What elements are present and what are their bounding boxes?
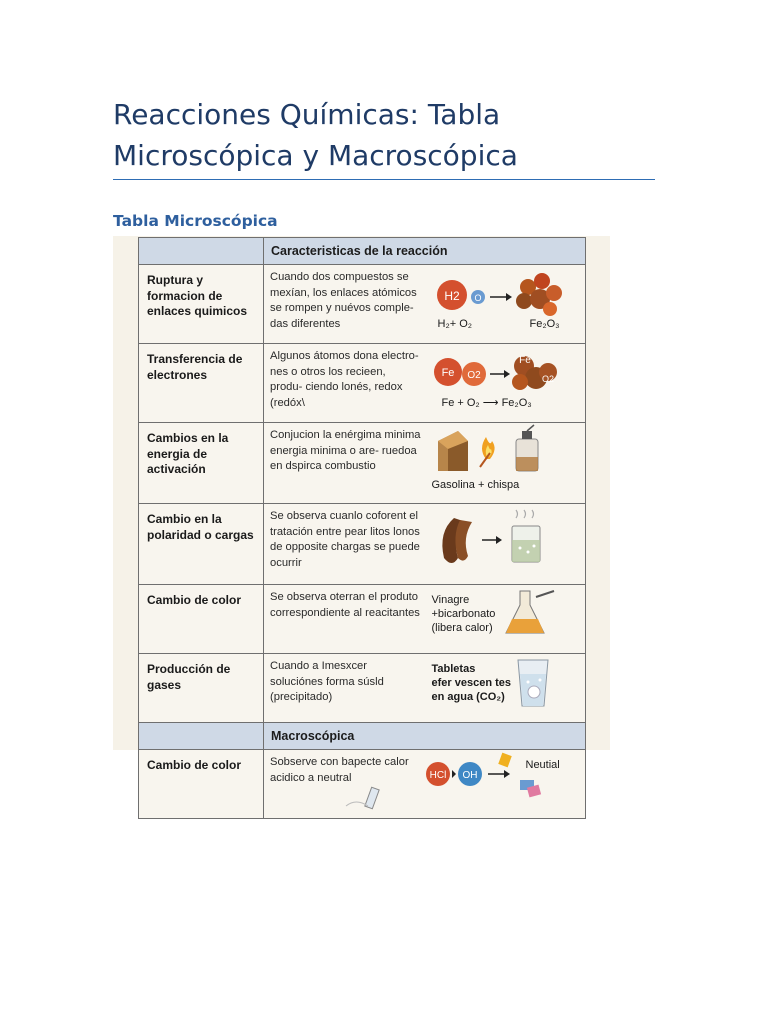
combustion-illustration [424, 423, 586, 504]
atom-label: Fe [441, 367, 454, 379]
neutralization-icon [424, 750, 586, 810]
ion-label: OH [462, 770, 477, 781]
table-row [139, 423, 586, 504]
row-name: Cambios en la energia de activación [139, 423, 264, 504]
flask-icon [424, 585, 586, 645]
redox-illustration [424, 344, 586, 423]
title-underline [113, 179, 655, 180]
glass-of-water-icon [424, 654, 586, 714]
header-blank-cell [139, 723, 264, 750]
table-row [139, 265, 586, 344]
section-heading: Tabla Microscópica [113, 212, 278, 230]
atom-label: O2 [466, 370, 481, 381]
atom-label: Fe [518, 355, 531, 366]
macro-header-row [139, 723, 586, 750]
molecule-label: H2 [443, 289, 460, 303]
molecule-illustration [424, 265, 586, 344]
table-header-row [139, 238, 586, 265]
table-row [139, 654, 586, 723]
table-row [139, 504, 586, 585]
reaction-table [138, 237, 586, 819]
hair-and-beaker-icon [424, 504, 586, 576]
row-description: Se observa oterran el produto correspondiente al reacitantes [264, 585, 424, 654]
equation-caption: Fe + O₂ ⟶ Fe₂O₃ [441, 397, 532, 409]
equation-caption: Fe₂O₃ [529, 318, 560, 330]
test-tube-icon [344, 788, 404, 808]
row-name: Transferencia de electrones [139, 344, 264, 423]
row-name: Cambio de color [139, 750, 264, 819]
reactants-caption: Vinagre +bicarbonato (libera calor) [431, 594, 496, 634]
reaction-table-figure [113, 236, 610, 784]
row-name: Producción de gases [139, 654, 264, 723]
equation-caption: H₂+ O₂ [437, 318, 473, 330]
table-row [139, 585, 586, 654]
molecule-label: O [473, 293, 482, 303]
row-description: Se observa cuanlo coforent el tratación entre pear litos lonos de opposite chargas se puede ocurrir [264, 504, 424, 585]
row-description-text: Sobserve con bapecte calor acidico a neutral [270, 756, 409, 784]
row-description: Cuando dos compuestos se mexían, los enlaces atómicos se rompen y nuévos comple- das diferentes [264, 265, 424, 344]
header-blank-cell [139, 238, 264, 265]
reactants-caption: Tabletas efer vescen tes en agua (CO₂) [431, 663, 511, 703]
neutralization-illustration [424, 750, 586, 819]
row-name: Cambio de color [139, 585, 264, 654]
atom-label: O2 [541, 374, 554, 384]
macro-header: Macroscópica [264, 723, 586, 750]
row-description [264, 750, 424, 819]
row-description: Conjucion la enérgima minima energia minima o are- ruedoa en dspirca combustio [264, 423, 424, 504]
row-description: Cuando a Imesxcer soluciónes forma súsld (precipitado) [264, 654, 424, 723]
polarity-illustration [424, 504, 586, 585]
row-name: Ruptura y formacion de enlaces quimicos [139, 265, 264, 344]
product-caption: Neutial [525, 759, 560, 771]
row-description: Algunos átomos dona electro- nes o otros los recieen, produ- ciendo lonés, redox (redóx\ [264, 344, 424, 423]
table-row [139, 344, 586, 423]
ion-label: HCl [429, 770, 446, 781]
gas-production-illustration [424, 654, 586, 723]
document-title: Reacciones Químicas: Tabla Microscópica y Macroscópica [113, 98, 518, 172]
table-header: Caracteristicas de la reacción [264, 238, 586, 265]
color-change-illustration [424, 585, 586, 654]
reactants-caption: Gasolina + chispa [431, 479, 520, 491]
row-name: Cambio en la polaridad o cargas [139, 504, 264, 585]
table-row [139, 750, 586, 819]
